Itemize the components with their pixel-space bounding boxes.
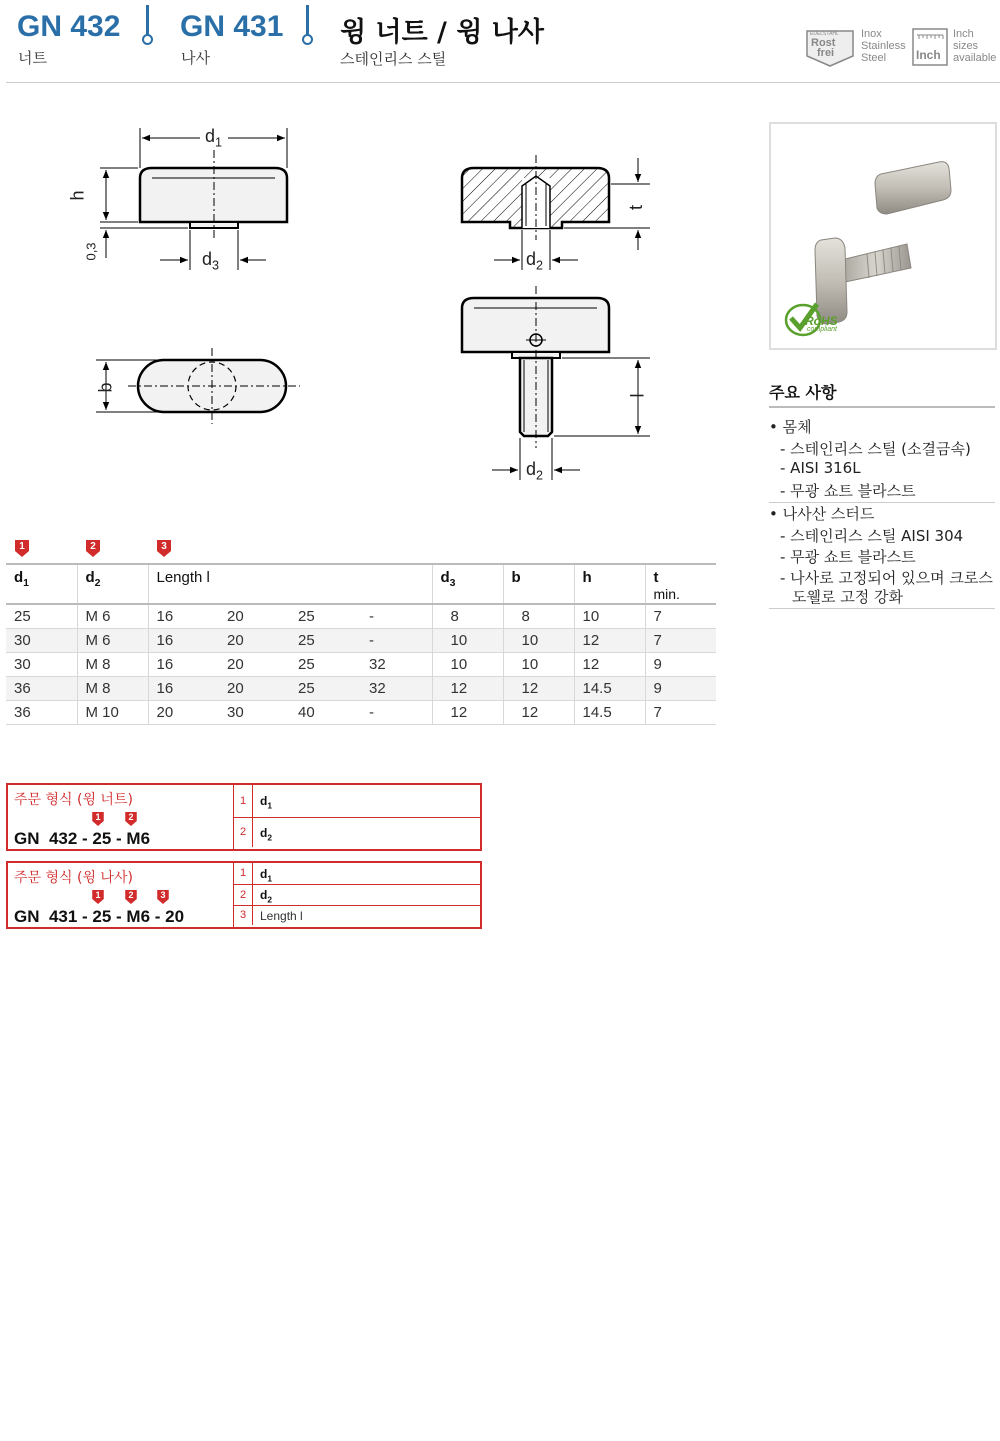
order-marker-2-label: 2 (128, 890, 134, 900)
table-cell: 25 (290, 677, 361, 701)
product-photo (769, 122, 997, 350)
table-cell: 10 (432, 653, 503, 677)
dim-label-b: b (95, 382, 116, 393)
inch-logo-text: Inch (916, 48, 941, 62)
table-row (6, 677, 716, 701)
table-cell: 25 (6, 604, 77, 629)
feature-item: • 몸체 (769, 418, 812, 436)
dim-label-t: t (626, 204, 647, 211)
rostfrei-logo-main2: frei (817, 47, 835, 59)
order-screw-label: 주문 형식 (윙 나사) (14, 870, 133, 886)
legend-num: 1 (234, 863, 253, 884)
table-cell: 16 (148, 653, 219, 677)
features-heading: 주요 사항 (769, 383, 837, 402)
col-header-d3: $d_3$ (432, 564, 503, 604)
table-cell: M 6 (77, 604, 148, 629)
screw-side-view (462, 286, 650, 480)
table-cell: 8 (503, 604, 574, 629)
badge1-text2: Stainless (861, 40, 906, 52)
marker-3-label: 3 (161, 541, 167, 552)
dim-label-d2-nut: $d_2$ (526, 249, 544, 273)
stainless-steel-badge (805, 28, 905, 70)
table-cell: 30 (6, 653, 77, 677)
legend-text: Length l (260, 909, 303, 923)
header-divider (6, 82, 1000, 83)
dim-label-d1: $d_1$ (205, 126, 223, 150)
table-cell: 25 (290, 604, 361, 629)
table-cell: 12 (503, 701, 574, 725)
table-cell: - (361, 604, 432, 629)
table-cell: 20 (219, 677, 290, 701)
col-header-b: b (503, 564, 574, 604)
table-cell: 10 (574, 604, 645, 629)
table-cell: 12 (432, 677, 503, 701)
marker-1-label: 1 (19, 541, 25, 552)
badge2-text1: Inch (953, 28, 974, 40)
order-legend-row (234, 885, 480, 906)
table-cell: 30 (219, 701, 290, 725)
order-screw-code: GN 431 - 25 - M6 - 20 (14, 907, 185, 926)
table-row (6, 653, 716, 677)
table-cell: 25 (290, 629, 361, 653)
table-cell: 20 (219, 604, 290, 629)
order-example-nut (6, 783, 482, 851)
product-sub-screw: 나사 (181, 49, 210, 67)
col-header-d1: $d_1$ (6, 564, 77, 604)
feature-item: - 나사로 고정되어 있으며 크로스 (780, 569, 993, 587)
legend-num: 2 (234, 818, 253, 847)
table-cell: 30 (6, 629, 77, 653)
nut-side-view (100, 128, 287, 270)
table-cell: 16 (148, 604, 219, 629)
order-nut-code: GN 432 - 25 - M6 (14, 829, 151, 848)
table-cell: 25 (290, 653, 361, 677)
dim-label-d3: $d_3$ (202, 249, 220, 273)
legend-num: 3 (234, 906, 253, 925)
order-legend-row (234, 906, 480, 925)
order-legend-row (234, 863, 480, 885)
table-cell: - (361, 629, 432, 653)
product-code-gn432: GN 432 (17, 10, 121, 43)
order-nut-label: 주문 형식 (윙 너트) (14, 792, 133, 808)
order-screw-legend (233, 863, 480, 927)
badge2-text3: available (953, 52, 997, 64)
features-heading-rule (769, 406, 995, 408)
rohs-text: RoHS (805, 314, 838, 328)
table-cell: 7 (645, 604, 716, 629)
legend-text: $d_1$ (260, 794, 273, 811)
table-cell: M 8 (77, 653, 148, 677)
table-cell: 40 (290, 701, 361, 725)
order-marker-1-label: 1 (95, 812, 101, 822)
order-marker-3-label: 3 (160, 890, 166, 900)
features-list (769, 414, 999, 614)
table-cell: 8 (432, 604, 503, 629)
table-cell: 9 (645, 677, 716, 701)
col-header-h: h (574, 564, 645, 604)
order-example-screw (6, 861, 482, 929)
table-cell: 9 (645, 653, 716, 677)
table-cell: 14.5 (574, 701, 645, 725)
table-cell: 32 (361, 677, 432, 701)
col-header-d2: $d_2$ (77, 564, 148, 604)
table-header-row (6, 564, 716, 604)
dim-label-h: h (67, 190, 88, 201)
table-cell: 14.5 (574, 677, 645, 701)
rostfrei-logo-main1: Rost (811, 37, 836, 49)
table-cell: 10 (503, 629, 574, 653)
table-row (6, 629, 716, 653)
legend-num: 2 (234, 885, 253, 905)
table-cell: 16 (148, 629, 219, 653)
dim-label-l: l (627, 393, 648, 398)
legend-text: $d_2$ (260, 826, 273, 843)
legend-num: 1 (234, 785, 253, 817)
table-cell: 12 (574, 629, 645, 653)
table-row (6, 701, 716, 725)
order-nut-legend (233, 785, 480, 849)
legend-text: $d_2$ (260, 888, 273, 905)
badge1-text3: Steel (861, 52, 887, 64)
table-cell: 12 (432, 701, 503, 725)
feature-item: - 스테인리스 스틸 (소결금속) (780, 440, 971, 458)
header-separator (146, 5, 149, 35)
table-row (6, 604, 716, 629)
product-sub-nut: 너트 (18, 49, 47, 67)
table-cell: 32 (361, 653, 432, 677)
order-marker-1-label: 1 (95, 890, 101, 900)
separator-dot (142, 34, 153, 45)
table-cell: 12 (574, 653, 645, 677)
table-cell: 10 (432, 629, 503, 653)
table-cell: 16 (148, 677, 219, 701)
table-cell: M 10 (77, 701, 148, 725)
dim-label-d2-screw: $d_2$ (526, 459, 544, 483)
table-cell: 7 (645, 701, 716, 725)
table-cell: 36 (6, 701, 77, 725)
table-cell: 20 (148, 701, 219, 725)
feature-item: - 무광 쇼트 블라스트 (780, 482, 916, 500)
table-cell: 20 (219, 653, 290, 677)
col-header-t: t min. (645, 564, 716, 604)
rohs-subtext: compliant (807, 326, 837, 333)
table-cell: 36 (6, 677, 77, 701)
feature-item: - AISI 316L (780, 459, 861, 477)
separator-dot (302, 34, 313, 45)
order-legend-row (234, 785, 480, 818)
feature-item: - 스테인리스 스틸 AISI 304 (780, 527, 964, 545)
technical-drawing (60, 120, 680, 490)
product-code-gn431: GN 431 (180, 10, 284, 43)
feature-item: - 무광 쇼트 블라스트 (780, 548, 916, 566)
table-cell: - (361, 701, 432, 725)
marker-2-label: 2 (90, 541, 96, 552)
spec-table (6, 563, 716, 725)
table-cell: 10 (503, 653, 574, 677)
col-header-length: Length l (148, 564, 432, 604)
nut-section-view (462, 155, 650, 270)
feature-item: 도웰로 고정 강화 (792, 588, 903, 606)
inch-sizes-badge (912, 28, 997, 70)
table-cell: 7 (645, 629, 716, 653)
order-marker-2-label: 2 (128, 812, 134, 822)
page-subtitle: 스테인리스 스틸 (340, 50, 447, 68)
dim-label-offset: 0,3 (83, 242, 99, 261)
rostfrei-logo-top: EDELSTAHL (810, 31, 839, 37)
legend-text: $d_1$ (260, 867, 273, 884)
top-view (96, 348, 300, 424)
order-legend-row (234, 818, 480, 847)
feature-item: • 나사산 스터드 (769, 505, 875, 523)
header-separator (306, 5, 309, 35)
table-cell: M 6 (77, 629, 148, 653)
badge1-text1: Inox (861, 28, 882, 40)
badge2-text2: sizes (953, 40, 979, 52)
page-title: 윙 너트 / 윙 나사 (340, 17, 544, 48)
table-cell: M 8 (77, 677, 148, 701)
table-cell: 20 (219, 629, 290, 653)
table-cell: 12 (503, 677, 574, 701)
features-bottom-rule (769, 608, 995, 609)
